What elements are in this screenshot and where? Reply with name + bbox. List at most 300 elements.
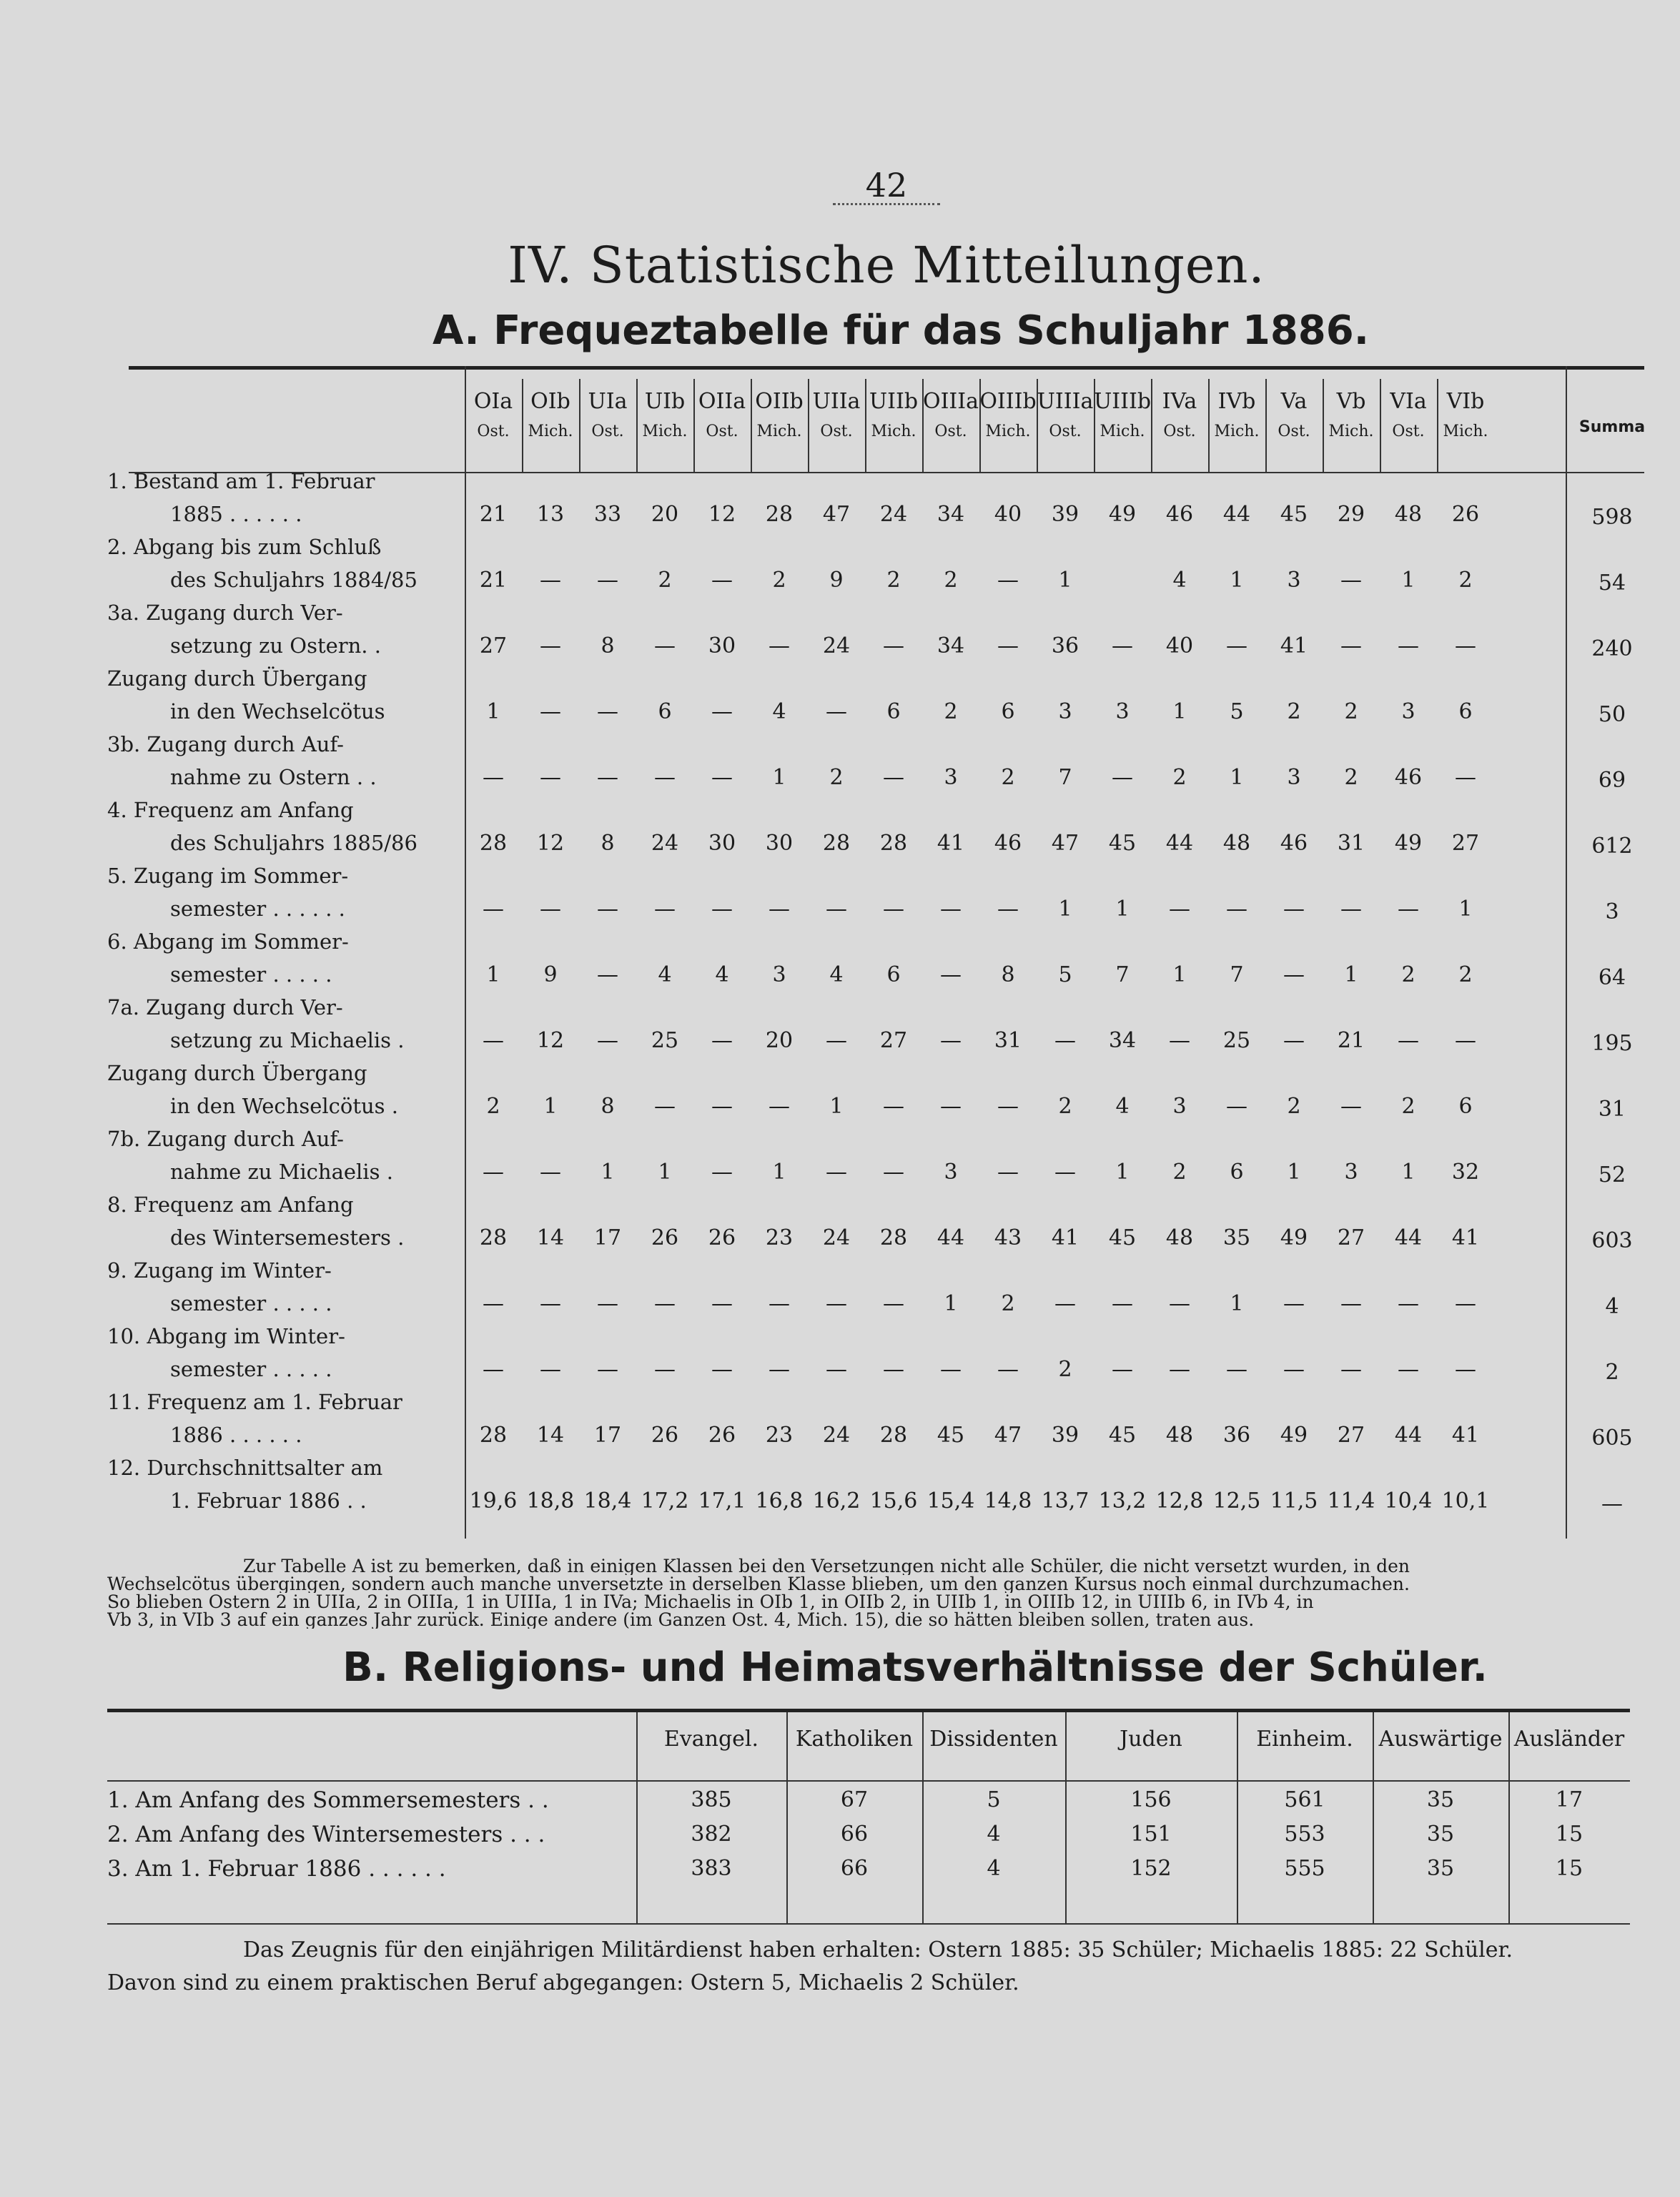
table-cell: 4 bbox=[1115, 1094, 1130, 1119]
column-term: Ost. bbox=[477, 423, 510, 440]
column-term: Mich. bbox=[1328, 423, 1374, 440]
table-cell: 34 bbox=[937, 633, 965, 658]
row-label-line: semester . . . . . . bbox=[170, 897, 345, 921]
table-b-cell: 4 bbox=[987, 1856, 1001, 1881]
table-b-divider bbox=[786, 1712, 788, 1923]
column-term: Ost. bbox=[934, 423, 967, 440]
table-cell: — bbox=[711, 1094, 733, 1119]
table-cell: 2 bbox=[1058, 1357, 1072, 1382]
table-b-cell: 555 bbox=[1284, 1856, 1325, 1881]
row-label bbox=[107, 728, 443, 794]
table-cell: 2 bbox=[772, 568, 786, 593]
row-label-line: nahme zu Ostern . . bbox=[170, 765, 377, 789]
footer-text bbox=[107, 1934, 1630, 2000]
column-header bbox=[693, 386, 751, 472]
table-cell: 1 bbox=[1230, 568, 1244, 593]
table-b-bottom-rule bbox=[107, 1923, 1630, 1925]
column-class: OIIIa bbox=[922, 389, 979, 414]
table-cell: 1 bbox=[1458, 897, 1473, 922]
table-b-divider bbox=[636, 1712, 638, 1923]
table-cell: — bbox=[1112, 765, 1133, 790]
table-cell: 31 bbox=[1337, 831, 1365, 856]
table-cell: — bbox=[1340, 897, 1362, 922]
table-b-cell: 35 bbox=[1426, 1822, 1455, 1847]
table-b-cell: 35 bbox=[1426, 1856, 1455, 1881]
note-line: So blieben Ostern 2 in UIIa, 2 in OIIIa, 1 in UIIIa, 1 in IVa; Michaelis in OIb 1, in OIIb 2, in UIIb 1, in OIIIb 12, in UIIIb 6, in IVb 4, in bbox=[107, 1593, 1314, 1611]
section-title: IV. Statistische Mitteilungen. bbox=[508, 236, 1265, 295]
row-label-line: 5. Zugang im Sommer- bbox=[107, 864, 349, 888]
table-cell: — bbox=[997, 633, 1019, 658]
column-term: Mich. bbox=[1443, 423, 1488, 440]
row-label bbox=[107, 596, 443, 662]
table-cell: 1 bbox=[944, 1291, 958, 1316]
column-divider bbox=[522, 379, 523, 472]
column-class: UIIIa bbox=[1037, 389, 1094, 414]
table-cell: 21 bbox=[479, 568, 508, 593]
table-cell: 28 bbox=[879, 1225, 908, 1250]
column-term: Ost. bbox=[1049, 423, 1082, 440]
column-class: Va bbox=[1280, 389, 1308, 414]
column-header bbox=[1323, 386, 1380, 472]
row-label bbox=[107, 465, 443, 530]
table-cell: — bbox=[883, 1357, 904, 1382]
table-cell: 28 bbox=[479, 831, 508, 856]
table-cell: 19,6 bbox=[469, 1488, 518, 1514]
table-cell: 24 bbox=[822, 1225, 851, 1250]
table-cell: 2 bbox=[1401, 1094, 1415, 1119]
table-cell: 41 bbox=[1051, 1225, 1079, 1250]
table-cell: — bbox=[540, 765, 561, 790]
column-header bbox=[636, 386, 693, 472]
table-cell: — bbox=[940, 962, 962, 987]
table-cell: 49 bbox=[1394, 831, 1423, 856]
table-cell: — bbox=[540, 1357, 561, 1382]
table-cell: 2 bbox=[1287, 699, 1301, 724]
table-cell: — bbox=[883, 897, 904, 922]
table-cell: 34 bbox=[1108, 1028, 1137, 1053]
table-cell: — bbox=[711, 765, 733, 790]
table-cell: — bbox=[654, 1094, 676, 1119]
table-cell: 6 bbox=[1001, 699, 1015, 724]
table-b-header-cell: Katholiken bbox=[795, 1727, 914, 1752]
table-cell: 32 bbox=[1451, 1160, 1480, 1185]
table-b-cell: 156 bbox=[1130, 1787, 1172, 1812]
table-cell: 17 bbox=[593, 1225, 622, 1250]
table-cell: — bbox=[1398, 897, 1419, 922]
table-cell: — bbox=[483, 897, 504, 922]
table-cell: 3 bbox=[1287, 568, 1301, 593]
column-divider bbox=[1208, 379, 1210, 472]
column-divider bbox=[1094, 379, 1095, 472]
column-header bbox=[751, 386, 808, 472]
table-cell: 3 bbox=[1172, 1094, 1187, 1119]
table-b-divider bbox=[1237, 1712, 1238, 1923]
table-cell: — bbox=[1283, 897, 1305, 922]
table-cell: — bbox=[1283, 1357, 1305, 1382]
table-cell: — bbox=[540, 1291, 561, 1316]
table-cell: 6 bbox=[886, 962, 901, 987]
column-class: UIIb bbox=[869, 389, 919, 414]
summa-cell: 195 bbox=[1591, 1031, 1633, 1056]
table-b-cell: 66 bbox=[840, 1856, 869, 1881]
table-b-cell: 382 bbox=[691, 1822, 732, 1847]
table-cell: 3 bbox=[1115, 699, 1130, 724]
table-cell: 28 bbox=[479, 1225, 508, 1250]
column-term: Ost. bbox=[591, 423, 624, 440]
table-cell: — bbox=[940, 1357, 962, 1382]
table-cell: — bbox=[1455, 765, 1476, 790]
table-b-cell: 385 bbox=[691, 1787, 732, 1812]
table-cell: 2 bbox=[1172, 1160, 1187, 1185]
table-cell: 15,4 bbox=[927, 1488, 975, 1514]
row-label bbox=[107, 1320, 443, 1386]
column-term: Mich. bbox=[985, 423, 1031, 440]
table-cell: 16,2 bbox=[812, 1488, 861, 1514]
table-cell: 48 bbox=[1222, 831, 1251, 856]
table-cell: 48 bbox=[1165, 1423, 1194, 1448]
page-number: 42 bbox=[865, 166, 908, 204]
table-cell: 26 bbox=[651, 1423, 679, 1448]
table-cell: 2 bbox=[1344, 699, 1358, 724]
table-cell: — bbox=[1112, 633, 1133, 658]
table-cell: 1 bbox=[1058, 568, 1072, 593]
column-header bbox=[865, 386, 922, 472]
table-cell: 41 bbox=[937, 831, 965, 856]
table-cell: 28 bbox=[879, 1423, 908, 1448]
table-cell: 17,1 bbox=[698, 1488, 746, 1514]
table-cell: 17,2 bbox=[641, 1488, 689, 1514]
table-cell: — bbox=[1226, 897, 1247, 922]
table-b-header-cell: Juden bbox=[1120, 1727, 1182, 1752]
table-cell: 41 bbox=[1451, 1423, 1480, 1448]
table-a-note bbox=[107, 1557, 1630, 1629]
table-cell: 40 bbox=[1165, 633, 1194, 658]
table-cell: 30 bbox=[708, 831, 736, 856]
table-cell: — bbox=[883, 765, 904, 790]
row-label-line: semester . . . . . bbox=[170, 962, 332, 987]
table-a-top-rule bbox=[129, 366, 1644, 370]
row-label-line: 4. Frequenz am Anfang bbox=[107, 798, 354, 822]
table-cell: — bbox=[1169, 897, 1190, 922]
row-label-line: 1886 . . . . . . bbox=[170, 1423, 302, 1447]
table-b-cell: 66 bbox=[840, 1822, 869, 1847]
table-cell: 44 bbox=[937, 1225, 965, 1250]
table-cell: — bbox=[1340, 1291, 1362, 1316]
table-cell: 2 bbox=[1287, 1094, 1301, 1119]
table-b-cell: 152 bbox=[1130, 1856, 1172, 1881]
table-cell: 2 bbox=[886, 568, 901, 593]
row-label-line: Zugang durch Übergang bbox=[107, 666, 367, 691]
row-label-line: 3a. Zugang durch Ver- bbox=[107, 601, 343, 625]
table-cell: 23 bbox=[765, 1225, 794, 1250]
table-cell: — bbox=[826, 1028, 847, 1053]
table-cell: — bbox=[483, 1028, 504, 1053]
column-divider bbox=[808, 379, 809, 472]
table-cell: 11,5 bbox=[1270, 1488, 1318, 1514]
column-term: Mich. bbox=[642, 423, 688, 440]
table-b-cell: 15 bbox=[1555, 1822, 1583, 1847]
table-cell: — bbox=[1169, 1291, 1190, 1316]
row-label-line: 12. Durchschnittsalter am bbox=[107, 1456, 383, 1480]
table-cell: — bbox=[711, 897, 733, 922]
table-cell: — bbox=[1455, 1028, 1476, 1053]
table-cell: 28 bbox=[479, 1423, 508, 1448]
table-cell: 26 bbox=[1451, 502, 1480, 527]
summa-cell: 598 bbox=[1591, 505, 1633, 530]
table-cell: 1 bbox=[1172, 962, 1187, 987]
table-cell: 28 bbox=[765, 502, 794, 527]
column-divider bbox=[1380, 379, 1381, 472]
table-cell: 1 bbox=[772, 1160, 786, 1185]
table-cell: — bbox=[654, 1291, 676, 1316]
row-label bbox=[107, 1122, 443, 1188]
table-cell: — bbox=[997, 568, 1019, 593]
table-cell: — bbox=[940, 1094, 962, 1119]
summa-cell: 603 bbox=[1591, 1228, 1633, 1253]
table-cell: — bbox=[769, 1357, 790, 1382]
summa-cell: 3 bbox=[1605, 899, 1619, 924]
table-cell: 30 bbox=[708, 633, 736, 658]
table-cell: 11,4 bbox=[1327, 1488, 1375, 1514]
table-cell: 47 bbox=[994, 1423, 1022, 1448]
column-header bbox=[922, 386, 979, 472]
table-cell: 4 bbox=[715, 962, 729, 987]
table-cell: 29 bbox=[1337, 502, 1365, 527]
column-class: IVa bbox=[1162, 389, 1197, 414]
table-cell: 8 bbox=[1001, 962, 1015, 987]
table-cell: 4 bbox=[658, 962, 672, 987]
table-cell: — bbox=[1398, 1028, 1419, 1053]
table-cell: — bbox=[1340, 1094, 1362, 1119]
note-line: Vb 3, in VIb 3 auf ein ganzes Jahr zurück. Einige andere (im Ganzen Ost. 4, Mich. 15), die so hätten bleiben sollen, traten aus. bbox=[107, 1611, 1255, 1629]
table-cell: 49 bbox=[1280, 1423, 1308, 1448]
footer-line: Das Zeugnis für den einjährigen Militärdienst haben erhalten: Ostern 1885: 35 Schüler; Michaelis 1885: 22 Schüler. bbox=[243, 1937, 1513, 1963]
table-cell: — bbox=[826, 1291, 847, 1316]
table-cell: 34 bbox=[937, 502, 965, 527]
table-cell: — bbox=[997, 1094, 1019, 1119]
table-cell: 2 bbox=[1001, 1291, 1015, 1316]
table-cell: — bbox=[1455, 633, 1476, 658]
table-cell: — bbox=[997, 1357, 1019, 1382]
table-cell: 26 bbox=[651, 1225, 679, 1250]
column-class: OIIa bbox=[698, 389, 746, 414]
column-term: Mich. bbox=[1214, 423, 1260, 440]
table-cell: — bbox=[826, 699, 847, 724]
table-cell: 1 bbox=[486, 699, 500, 724]
table-cell: 24 bbox=[651, 831, 679, 856]
table-cell: — bbox=[483, 1291, 504, 1316]
table-cell: 46 bbox=[1394, 765, 1423, 790]
column-divider bbox=[979, 379, 981, 472]
table-cell: 12 bbox=[536, 1028, 565, 1053]
column-divider bbox=[1437, 379, 1438, 472]
column-class: UIIIb bbox=[1094, 389, 1152, 414]
table-cell: 39 bbox=[1051, 502, 1079, 527]
row-label bbox=[107, 1188, 443, 1254]
column-divider bbox=[579, 379, 580, 472]
column-class: UIb bbox=[644, 389, 686, 414]
column-divider bbox=[922, 379, 924, 472]
note-line: Wechselcötus übergingen, sondern auch manche unversetzte in derselben Klasse blieben, um den ganzen Kursus noch einmal durchzumachen. bbox=[107, 1575, 1410, 1593]
table-b-divider bbox=[1508, 1712, 1510, 1923]
table-cell: 3 bbox=[772, 962, 786, 987]
column-header bbox=[1151, 386, 1208, 472]
table-cell: 13,2 bbox=[1098, 1488, 1147, 1514]
table-cell: — bbox=[654, 765, 676, 790]
table-cell: 26 bbox=[708, 1225, 736, 1250]
column-class: OIIIb bbox=[979, 389, 1037, 414]
table-cell: 14,8 bbox=[984, 1488, 1032, 1514]
table-cell: 1 bbox=[486, 962, 500, 987]
table-cell: — bbox=[1398, 1357, 1419, 1382]
table-cell: 44 bbox=[1394, 1423, 1423, 1448]
table-cell: 1 bbox=[829, 1094, 844, 1119]
table-cell: 49 bbox=[1280, 1225, 1308, 1250]
table-cell: — bbox=[711, 1291, 733, 1316]
column-header bbox=[979, 386, 1037, 472]
table-cell: 2 bbox=[829, 765, 844, 790]
table-b-title: B. Religions- und Heimatsverhältnisse der Schüler. bbox=[342, 1644, 1488, 1691]
table-cell: — bbox=[483, 765, 504, 790]
summa-cell: 52 bbox=[1598, 1162, 1626, 1188]
column-divider bbox=[636, 379, 638, 472]
table-cell: 13 bbox=[536, 502, 565, 527]
row-label-line: des Schuljahrs 1885/86 bbox=[170, 831, 417, 855]
table-cell: 20 bbox=[651, 502, 679, 527]
table-cell: 3 bbox=[944, 765, 958, 790]
table-cell: 48 bbox=[1165, 1225, 1194, 1250]
table-b-row-label: 3. Am 1. Februar 1886 . . . . . . bbox=[107, 1856, 446, 1882]
table-cell: 4 bbox=[829, 962, 844, 987]
column-divider bbox=[1323, 379, 1324, 472]
table-cell: 1 bbox=[1344, 962, 1358, 987]
table-b-cell: 561 bbox=[1284, 1787, 1325, 1812]
column-header bbox=[1437, 386, 1494, 472]
table-cell: 35 bbox=[1222, 1225, 1251, 1250]
table-cell: 23 bbox=[765, 1423, 794, 1448]
summa-cell: 64 bbox=[1598, 965, 1626, 990]
table-cell: — bbox=[769, 1094, 790, 1119]
table-cell: 47 bbox=[1051, 831, 1079, 856]
table-cell: 5 bbox=[1230, 699, 1244, 724]
table-cell: 12 bbox=[708, 502, 736, 527]
table-b-divider bbox=[922, 1712, 924, 1923]
row-label-line: 1. Bestand am 1. Februar bbox=[107, 469, 375, 493]
row-label-line: setzung zu Ostern. . bbox=[170, 633, 381, 658]
table-cell: 27 bbox=[1337, 1423, 1365, 1448]
table-cell: 4 bbox=[772, 699, 786, 724]
table-cell: — bbox=[597, 962, 618, 987]
column-term: Ost. bbox=[1163, 423, 1196, 440]
table-cell: — bbox=[1283, 1028, 1305, 1053]
table-cell: 18,8 bbox=[526, 1488, 575, 1514]
table-cell: 27 bbox=[479, 633, 508, 658]
table-cell: 46 bbox=[1165, 502, 1194, 527]
table-b-cell: 383 bbox=[691, 1856, 732, 1881]
table-cell: 27 bbox=[1337, 1225, 1365, 1250]
table-cell: 45 bbox=[1108, 1423, 1137, 1448]
table-cell: — bbox=[1226, 1094, 1247, 1119]
column-class: Vb bbox=[1336, 389, 1366, 414]
table-cell: 40 bbox=[994, 502, 1022, 527]
table-cell: 12 bbox=[536, 831, 565, 856]
column-class: OIb bbox=[530, 389, 570, 414]
table-cell: 7 bbox=[1115, 962, 1130, 987]
column-term: Ost. bbox=[706, 423, 738, 440]
column-divider bbox=[865, 379, 866, 472]
table-cell: 24 bbox=[822, 1423, 851, 1448]
table-cell: 1 bbox=[1401, 1160, 1415, 1185]
table-cell: 7 bbox=[1058, 765, 1072, 790]
table-cell: 1 bbox=[1115, 1160, 1130, 1185]
summa-cell: 54 bbox=[1598, 571, 1626, 596]
table-b-header-rule bbox=[107, 1780, 1630, 1782]
row-label bbox=[107, 1386, 443, 1451]
table-cell: 46 bbox=[994, 831, 1022, 856]
row-label-line: 1885 . . . . . . bbox=[170, 502, 302, 526]
table-cell: 12,5 bbox=[1212, 1488, 1261, 1514]
table-cell: 46 bbox=[1280, 831, 1308, 856]
table-cell: 25 bbox=[651, 1028, 679, 1053]
table-cell: 45 bbox=[1108, 831, 1137, 856]
table-cell: — bbox=[769, 633, 790, 658]
table-cell: — bbox=[997, 897, 1019, 922]
column-header bbox=[808, 386, 865, 472]
column-term: Mich. bbox=[528, 423, 573, 440]
note-line: Zur Tabelle A ist zu bemerken, daß in einigen Klassen bei den Versetzungen nicht alle Schüler, die nicht versetzt wurden, in den bbox=[243, 1557, 1410, 1575]
table-cell: 2 bbox=[1172, 765, 1187, 790]
summa-header: Summa bbox=[1578, 418, 1646, 436]
table-cell: 18,4 bbox=[583, 1488, 632, 1514]
table-cell: 1 bbox=[1115, 897, 1130, 922]
row-label-line: des Wintersemesters . bbox=[170, 1225, 405, 1250]
table-cell: — bbox=[1169, 1357, 1190, 1382]
table-cell: 8 bbox=[601, 831, 615, 856]
table-cell: — bbox=[826, 897, 847, 922]
row-label-line: 8. Frequenz am Anfang bbox=[107, 1193, 354, 1217]
table-cell: — bbox=[1340, 1357, 1362, 1382]
table-cell: 8 bbox=[601, 633, 615, 658]
column-term: Ost. bbox=[1278, 423, 1310, 440]
table-b-cell: 35 bbox=[1426, 1787, 1455, 1812]
table-cell: 20 bbox=[765, 1028, 794, 1053]
table-cell: 9 bbox=[829, 568, 844, 593]
table-cell: 6 bbox=[1458, 699, 1473, 724]
table-cell: 6 bbox=[1458, 1094, 1473, 1119]
table-cell: 33 bbox=[593, 502, 622, 527]
table-cell: — bbox=[711, 1160, 733, 1185]
column-header bbox=[1380, 386, 1437, 472]
row-label-line: 9. Zugang im Winter- bbox=[107, 1258, 332, 1283]
table-cell: — bbox=[540, 897, 561, 922]
table-cell: — bbox=[769, 897, 790, 922]
column-class: UIa bbox=[588, 389, 628, 414]
table-cell: — bbox=[1340, 633, 1362, 658]
table-cell: — bbox=[883, 1094, 904, 1119]
row-label bbox=[107, 662, 443, 728]
table-b-row-label: 2. Am Anfang des Wintersemesters . . . bbox=[107, 1822, 545, 1847]
table-b-row-label: 1. Am Anfang des Sommersemesters . . bbox=[107, 1787, 549, 1813]
table-b-header-cell: Auswärtige bbox=[1378, 1727, 1503, 1752]
table-b-header-cell: Ausländer bbox=[1513, 1727, 1625, 1752]
column-header bbox=[1094, 386, 1151, 472]
table-cell: — bbox=[540, 699, 561, 724]
table-cell: 2 bbox=[1401, 962, 1415, 987]
table-cell: 31 bbox=[994, 1028, 1022, 1053]
table-cell: 2 bbox=[658, 568, 672, 593]
table-cell: — bbox=[1340, 568, 1362, 593]
table-cell: 1 bbox=[1058, 897, 1072, 922]
